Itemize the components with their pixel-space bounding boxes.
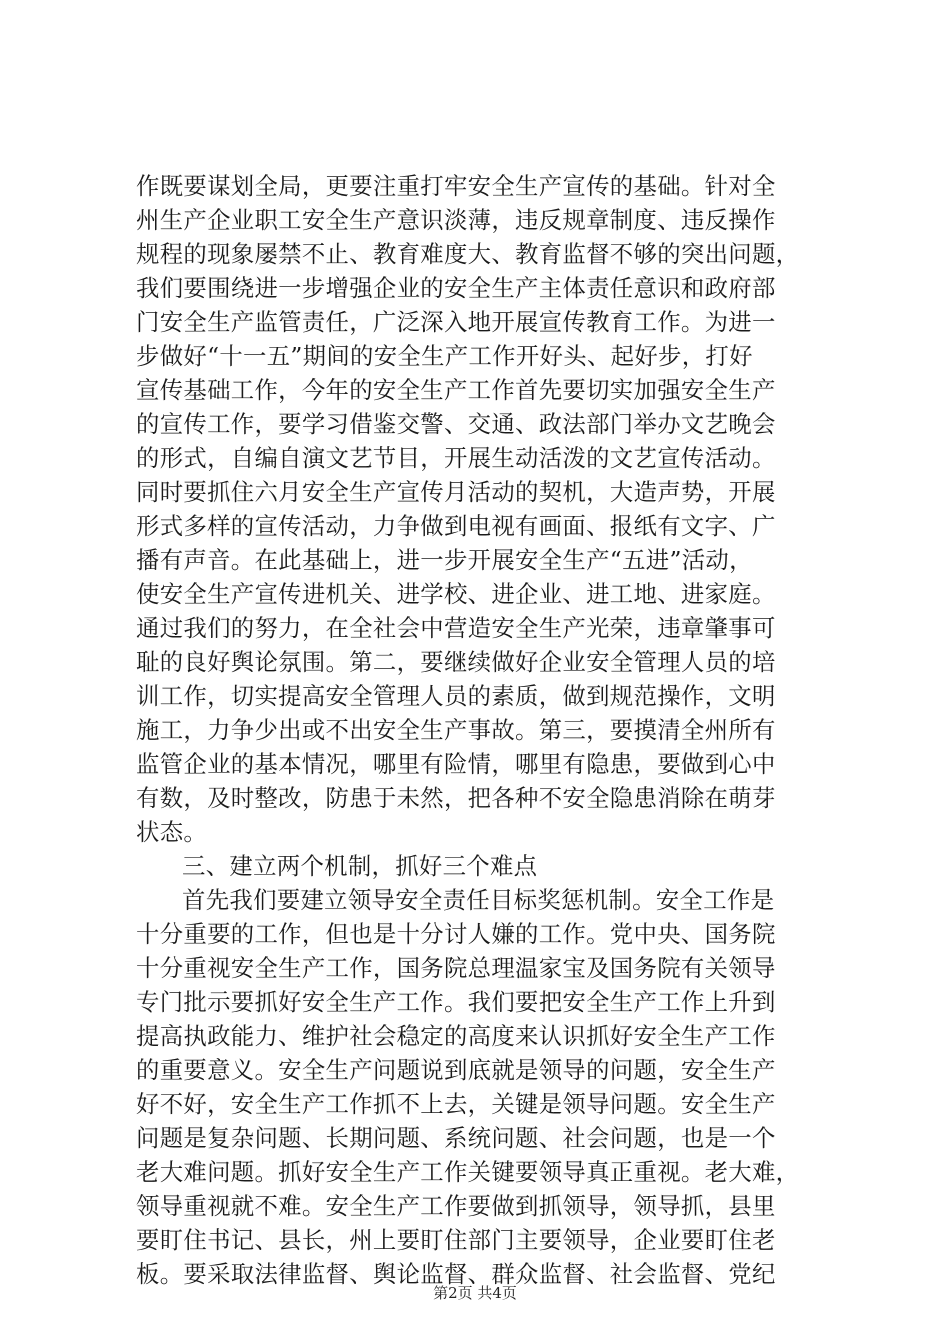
text-line: 作既要谋划全局，更要注重打牢安全生产宣传的基础。针对全 — [136, 172, 776, 200]
text-line: 的重要意义。安全生产问题说到底就是领导的问题，安全生产 — [136, 1056, 776, 1084]
text-line: 播有声音。在此基础上，进一步开展安全生产“五进”活动， — [136, 546, 753, 574]
text-line: 州生产企业职工安全生产意识淡薄，违反规章制度、违反操作 — [136, 206, 776, 234]
page-number-footer: 第2页 共4页 — [433, 1284, 517, 1302]
text-line: 我们要围绕进一步增强企业的安全生产主体责任意识和政府部 — [136, 274, 776, 302]
text-line: 规程的现象屡禁不止、教育难度大、教育监督不够的突出问题， — [136, 240, 800, 268]
text-line: 要盯住书记、县长，州上要盯住部门主要领导，企业要盯住老 — [136, 1226, 776, 1254]
text-line: 耻的良好舆论氛围。第二，要继续做好企业安全管理人员的培 — [136, 648, 776, 676]
text-line: 好不好，安全生产工作抓不上去，关键是领导问题。安全生产 — [136, 1090, 776, 1118]
text-line: 门安全生产监管责任，广泛深入地开展宣传教育工作。为进一 — [136, 308, 776, 336]
text-line: 有数，及时整改，防患于未然，把各种不安全隐患消除在萌芽 — [136, 784, 776, 812]
text-line: 宣传基础工作，今年的安全生产工作首先要切实加强安全生产 — [136, 376, 776, 404]
text-line: 监管企业的基本情况，哪里有险情，哪里有隐患，要做到心中 — [136, 750, 776, 778]
text-line: 专门批示要抓好安全生产工作。我们要把安全生产工作上升到 — [136, 988, 776, 1016]
section-heading: 三、建立两个机制，抓好三个难点 — [182, 852, 538, 880]
text-line: 问题是复杂问题、长期问题、系统问题、社会问题，也是一个 — [136, 1124, 776, 1152]
text-line: 步做好“十一五”期间的安全生产工作开好头、起好步，打好 — [136, 342, 753, 370]
text-line: 首先我们要建立领导安全责任目标奖惩机制。安全工作是 — [182, 886, 775, 914]
text-line: 的形式，自编自演文艺节目，开展生动活泼的文艺宣传活动。 — [136, 444, 776, 472]
text-line: 施工，力争少出或不出安全生产事故。第三，要摸清全州所有 — [136, 716, 776, 744]
text-line: 十分重要的工作，但也是十分讨人嫌的工作。党中央、国务院 — [136, 920, 776, 948]
text-line: 形式多样的宣传活动，力争做到电视有画面、报纸有文字、广 — [136, 512, 776, 540]
text-line: 领导重视就不难。安全生产工作要做到抓领导，领导抓，县里 — [136, 1192, 776, 1220]
text-line: 状态。 — [136, 818, 208, 846]
text-line: 通过我们的努力，在全社会中营造安全生产光荣，违章肇事可 — [136, 614, 776, 642]
text-line: 十分重视安全生产工作，国务院总理温家宝及国务院有关领导 — [136, 954, 776, 982]
text-line: 的宣传工作，要学习借鉴交警、交通、政法部门举办文艺晚会 — [136, 410, 776, 438]
text-line: 同时要抓住六月安全生产宣传月活动的契机，大造声势，开展 — [136, 478, 776, 506]
text-line: 使安全生产宣传进机关、进学校、进企业、进工地、进家庭。 — [136, 580, 776, 608]
text-line: 板。要采取法律监督、舆论监督、群众监督、社会监督、党纪 — [136, 1260, 776, 1288]
text-line: 训工作，切实提高安全管理人员的素质，做到规范操作，文明 — [136, 682, 776, 710]
text-line: 老大难问题。抓好安全生产工作关键要领导真正重视。老大难， — [136, 1158, 800, 1186]
text-line: 提高执政能力、维护社会稳定的高度来认识抓好安全生产工作 — [136, 1022, 776, 1050]
